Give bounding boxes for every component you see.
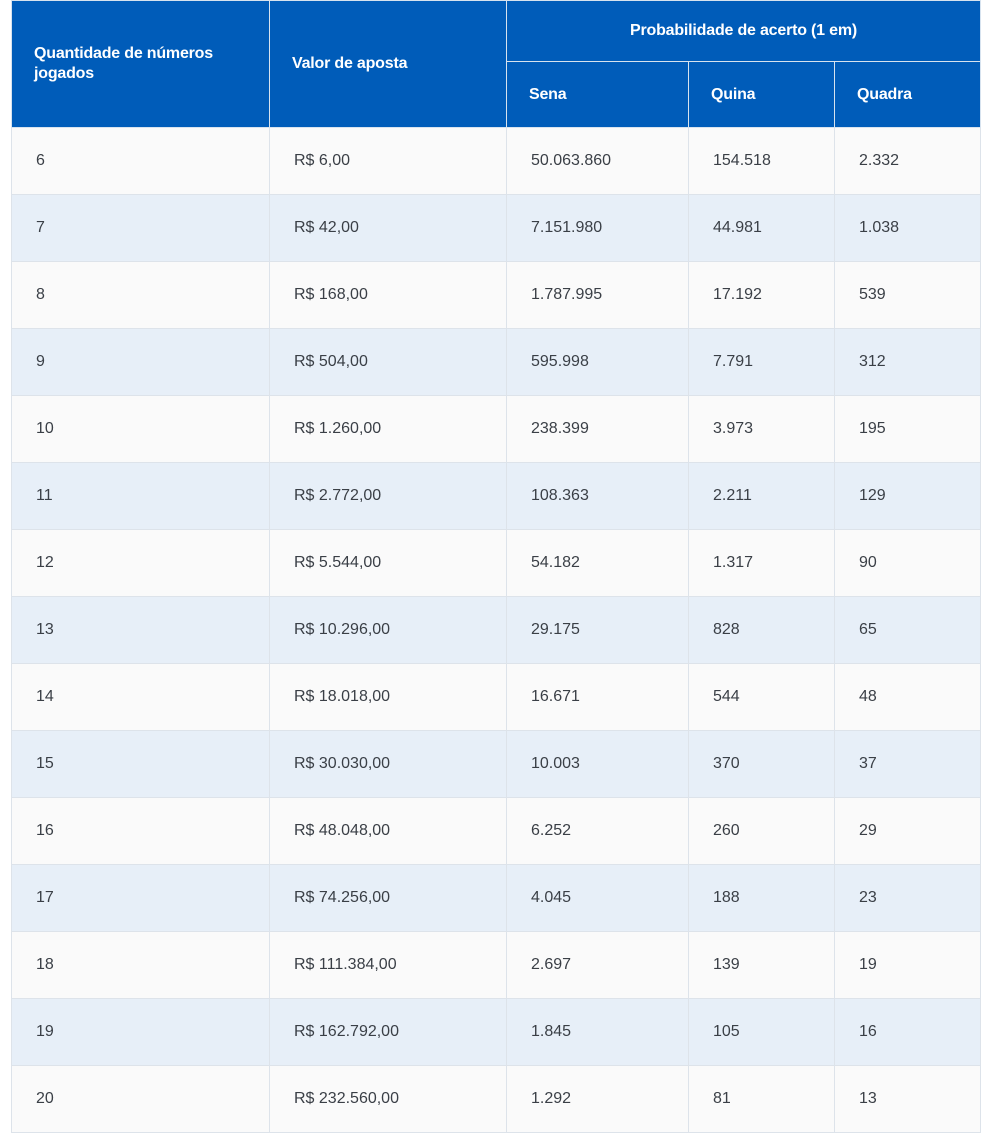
cell-bet-value: R$ 168,00 bbox=[270, 262, 507, 329]
table-row bbox=[12, 999, 981, 1066]
cell-quantity: 11 bbox=[12, 463, 270, 530]
cell-quantity: 9 bbox=[12, 329, 270, 396]
cell-sena: 7.151.980 bbox=[507, 195, 689, 262]
cell-quina: 544 bbox=[689, 664, 835, 731]
cell-quantity: 19 bbox=[12, 999, 270, 1066]
cell-quina: 188 bbox=[689, 865, 835, 932]
table-row bbox=[12, 865, 981, 932]
cell-quina: 370 bbox=[689, 731, 835, 798]
cell-quadra: 37 bbox=[835, 731, 981, 798]
table-row bbox=[12, 731, 981, 798]
table-row bbox=[12, 1066, 981, 1133]
table-row bbox=[12, 530, 981, 597]
cell-bet-value: R$ 48.048,00 bbox=[270, 798, 507, 865]
cell-quina: 81 bbox=[689, 1066, 835, 1133]
cell-quadra: 2.332 bbox=[835, 128, 981, 195]
cell-quina: 1.317 bbox=[689, 530, 835, 597]
cell-quantity: 7 bbox=[12, 195, 270, 262]
cell-quantity: 8 bbox=[12, 262, 270, 329]
cell-sena: 4.045 bbox=[507, 865, 689, 932]
cell-bet-value: R$ 5.544,00 bbox=[270, 530, 507, 597]
table-row bbox=[12, 798, 981, 865]
cell-quina: 17.192 bbox=[689, 262, 835, 329]
cell-bet-value: R$ 18.018,00 bbox=[270, 664, 507, 731]
table-header bbox=[12, 1, 981, 128]
cell-quina: 154.518 bbox=[689, 128, 835, 195]
table-row bbox=[12, 329, 981, 396]
cell-bet-value: R$ 232.560,00 bbox=[270, 1066, 507, 1133]
cell-quadra: 16 bbox=[835, 999, 981, 1066]
cell-sena: 1.292 bbox=[507, 1066, 689, 1133]
table-row bbox=[12, 195, 981, 262]
cell-quina: 7.791 bbox=[689, 329, 835, 396]
cell-sena: 54.182 bbox=[507, 530, 689, 597]
cell-sena: 16.671 bbox=[507, 664, 689, 731]
cell-bet-value: R$ 74.256,00 bbox=[270, 865, 507, 932]
cell-quina: 105 bbox=[689, 999, 835, 1066]
header-quantity: Quantidade de números jogados bbox=[12, 1, 270, 128]
table-body bbox=[12, 128, 981, 1133]
header-quadra: Quadra bbox=[835, 62, 981, 128]
table-row bbox=[12, 396, 981, 463]
table-row bbox=[12, 597, 981, 664]
cell-sena: 108.363 bbox=[507, 463, 689, 530]
cell-quadra: 65 bbox=[835, 597, 981, 664]
table-row bbox=[12, 932, 981, 999]
cell-quina: 3.973 bbox=[689, 396, 835, 463]
cell-quantity: 13 bbox=[12, 597, 270, 664]
probability-table bbox=[11, 0, 981, 1133]
cell-quadra: 312 bbox=[835, 329, 981, 396]
cell-quantity: 6 bbox=[12, 128, 270, 195]
cell-quadra: 48 bbox=[835, 664, 981, 731]
cell-sena: 1.787.995 bbox=[507, 262, 689, 329]
cell-quantity: 20 bbox=[12, 1066, 270, 1133]
cell-quadra: 19 bbox=[835, 932, 981, 999]
cell-quina: 139 bbox=[689, 932, 835, 999]
table-row bbox=[12, 463, 981, 530]
header-bet-value: Valor de aposta bbox=[270, 1, 507, 128]
cell-quantity: 10 bbox=[12, 396, 270, 463]
cell-bet-value: R$ 111.384,00 bbox=[270, 932, 507, 999]
cell-sena: 1.845 bbox=[507, 999, 689, 1066]
cell-sena: 2.697 bbox=[507, 932, 689, 999]
cell-quantity: 14 bbox=[12, 664, 270, 731]
cell-sena: 10.003 bbox=[507, 731, 689, 798]
cell-sena: 29.175 bbox=[507, 597, 689, 664]
cell-quadra: 195 bbox=[835, 396, 981, 463]
cell-quadra: 13 bbox=[835, 1066, 981, 1133]
cell-quantity: 15 bbox=[12, 731, 270, 798]
cell-bet-value: R$ 162.792,00 bbox=[270, 999, 507, 1066]
cell-quina: 44.981 bbox=[689, 195, 835, 262]
cell-quina: 2.211 bbox=[689, 463, 835, 530]
cell-sena: 595.998 bbox=[507, 329, 689, 396]
cell-bet-value: R$ 1.260,00 bbox=[270, 396, 507, 463]
cell-sena: 50.063.860 bbox=[507, 128, 689, 195]
table-row bbox=[12, 128, 981, 195]
cell-quadra: 90 bbox=[835, 530, 981, 597]
table-row bbox=[12, 262, 981, 329]
cell-bet-value: R$ 504,00 bbox=[270, 329, 507, 396]
cell-quantity: 16 bbox=[12, 798, 270, 865]
header-quina: Quina bbox=[689, 62, 835, 128]
cell-quantity: 18 bbox=[12, 932, 270, 999]
cell-quadra: 23 bbox=[835, 865, 981, 932]
cell-quadra: 29 bbox=[835, 798, 981, 865]
cell-quina: 828 bbox=[689, 597, 835, 664]
cell-quantity: 12 bbox=[12, 530, 270, 597]
probability-table-container bbox=[11, 0, 980, 1133]
cell-quina: 260 bbox=[689, 798, 835, 865]
cell-sena: 238.399 bbox=[507, 396, 689, 463]
cell-bet-value: R$ 10.296,00 bbox=[270, 597, 507, 664]
table-row bbox=[12, 664, 981, 731]
cell-quantity: 17 bbox=[12, 865, 270, 932]
cell-bet-value: R$ 42,00 bbox=[270, 195, 507, 262]
cell-quadra: 1.038 bbox=[835, 195, 981, 262]
header-probability-group: Probabilidade de acerto (1 em) bbox=[507, 1, 981, 62]
cell-bet-value: R$ 30.030,00 bbox=[270, 731, 507, 798]
cell-quadra: 539 bbox=[835, 262, 981, 329]
cell-quadra: 129 bbox=[835, 463, 981, 530]
header-sena: Sena bbox=[507, 62, 689, 128]
cell-bet-value: R$ 6,00 bbox=[270, 128, 507, 195]
cell-sena: 6.252 bbox=[507, 798, 689, 865]
cell-bet-value: R$ 2.772,00 bbox=[270, 463, 507, 530]
